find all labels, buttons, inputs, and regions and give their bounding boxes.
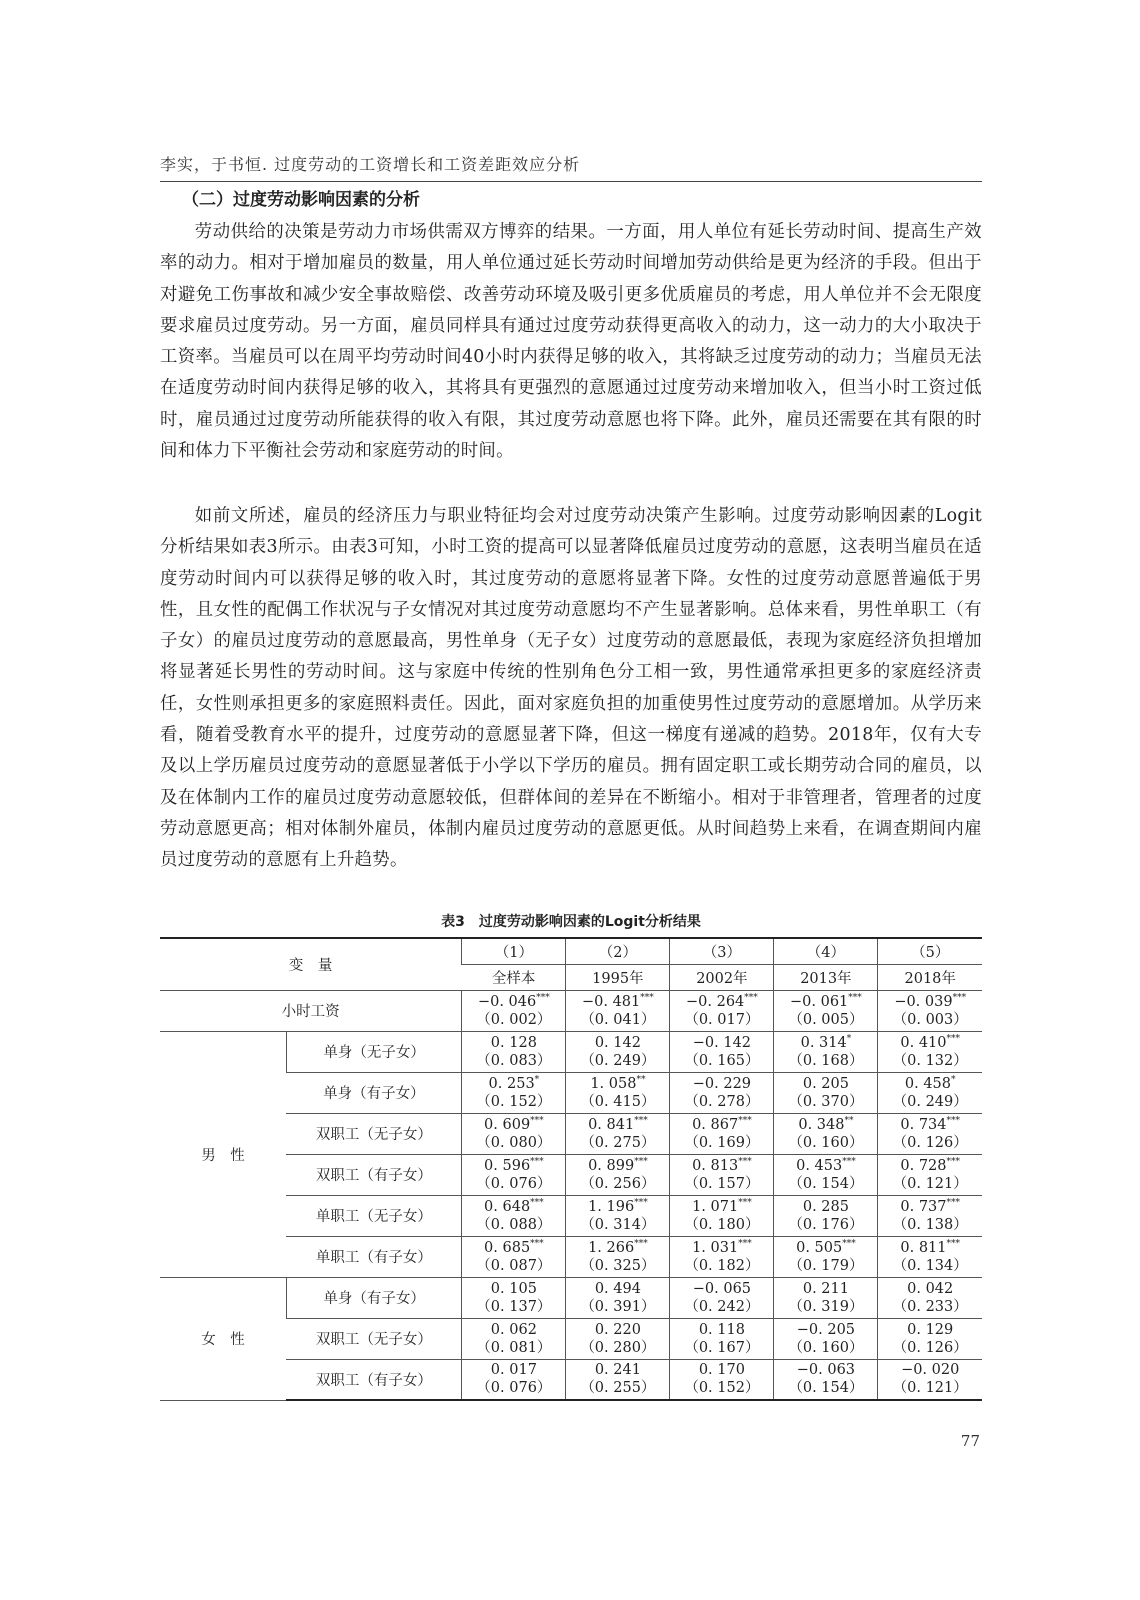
coefficient-value: 0. 220 bbox=[594, 1321, 641, 1338]
standard-error: （0. 160） bbox=[788, 1339, 864, 1356]
standard-error: （0. 179） bbox=[788, 1257, 864, 1274]
coefficient-line bbox=[566, 1198, 669, 1216]
coefficient-cell bbox=[878, 1359, 982, 1400]
standard-error: （0. 017） bbox=[684, 1011, 760, 1028]
coefficient-value: 0. 105 bbox=[490, 1280, 537, 1297]
coefficient-cell bbox=[670, 1318, 774, 1359]
column-label: 2018年 bbox=[878, 964, 982, 990]
coefficient-line bbox=[670, 1116, 773, 1134]
coefficient-line bbox=[462, 1280, 565, 1298]
standard-error: （0. 168） bbox=[788, 1052, 864, 1069]
coefficient-value: 0. 285 bbox=[802, 1198, 849, 1215]
coefficient-value: 1. 266 bbox=[588, 1239, 635, 1256]
standard-error: （0. 088） bbox=[476, 1216, 552, 1233]
coefficient-cell bbox=[670, 990, 774, 1031]
significance-stars: ** bbox=[636, 1074, 646, 1085]
coefficient-cell bbox=[774, 1154, 878, 1195]
coefficient-line bbox=[774, 993, 877, 1011]
coefficient-cell bbox=[878, 1236, 982, 1277]
coefficient-cell bbox=[774, 1236, 878, 1277]
row-label: 小时工资 bbox=[160, 990, 462, 1031]
coefficient-line bbox=[670, 1075, 773, 1093]
row-label: 双职工（无子女） bbox=[286, 1113, 461, 1154]
coefficient-cell bbox=[878, 1154, 982, 1195]
standard-error: （0. 314） bbox=[580, 1216, 656, 1233]
coefficient-value: 0. 737 bbox=[900, 1198, 947, 1215]
coefficient-value: 0. 685 bbox=[484, 1239, 531, 1256]
significance-stars: *** bbox=[946, 1238, 961, 1249]
significance-stars: *** bbox=[738, 1197, 752, 1208]
standard-error: （0. 121） bbox=[892, 1175, 968, 1192]
coefficient-value: 0. 734 bbox=[900, 1116, 947, 1133]
coefficient-value: −0. 046 bbox=[477, 993, 537, 1010]
coefficient-cell bbox=[774, 1318, 878, 1359]
coefficient-line bbox=[670, 1034, 773, 1052]
results-table bbox=[160, 937, 982, 1401]
significance-stars: *** bbox=[738, 1156, 752, 1167]
standard-error: （0. 233） bbox=[892, 1298, 968, 1315]
significance-stars: *** bbox=[744, 992, 758, 1003]
coefficient-value: 0. 596 bbox=[484, 1157, 531, 1174]
standard-error: （0. 134） bbox=[892, 1257, 968, 1274]
coefficient-value: 0. 042 bbox=[907, 1280, 954, 1297]
coefficient-value: −0. 142 bbox=[692, 1034, 752, 1051]
coefficient-line bbox=[462, 1321, 565, 1339]
coefficient-cell bbox=[878, 1195, 982, 1236]
paragraph-1 bbox=[160, 217, 982, 467]
coefficient-cell bbox=[878, 1072, 982, 1113]
coefficient-cell bbox=[566, 1113, 670, 1154]
standard-error: （0. 154） bbox=[788, 1175, 864, 1192]
page-number: 77 bbox=[960, 1432, 980, 1450]
coefficient-cell bbox=[462, 1236, 566, 1277]
coefficient-cell bbox=[774, 1031, 878, 1072]
standard-error: （0. 256） bbox=[580, 1175, 656, 1192]
coefficient-value: 0. 017 bbox=[490, 1362, 537, 1379]
coefficient-line bbox=[462, 1034, 565, 1052]
coefficient-cell bbox=[566, 990, 670, 1031]
significance-stars: *** bbox=[848, 992, 862, 1003]
coefficient-line bbox=[462, 993, 565, 1011]
coefficient-value: 0. 211 bbox=[802, 1280, 849, 1297]
significance-stars: *** bbox=[634, 1156, 648, 1167]
standard-error: （0. 242） bbox=[684, 1298, 760, 1315]
coefficient-line bbox=[878, 1198, 982, 1216]
standard-error: （0. 005） bbox=[788, 1011, 864, 1028]
coefficient-cell bbox=[670, 1113, 774, 1154]
significance-stars: * bbox=[951, 1074, 956, 1085]
standard-error: （0. 370） bbox=[788, 1093, 864, 1110]
coefficient-line bbox=[878, 1361, 982, 1379]
coefficient-cell bbox=[878, 1113, 982, 1154]
standard-error: （0. 083） bbox=[476, 1052, 552, 1069]
coefficient-value: 0. 811 bbox=[900, 1239, 947, 1256]
coefficient-cell bbox=[566, 1031, 670, 1072]
coefficient-value: 0. 899 bbox=[588, 1157, 635, 1174]
column-label: 1995年 bbox=[566, 964, 670, 990]
row-label: 单身（有子女） bbox=[286, 1072, 461, 1113]
row-label: 双职工（有子女） bbox=[286, 1359, 461, 1400]
standard-error: （0. 138） bbox=[892, 1216, 968, 1233]
column-number: （1） bbox=[462, 938, 566, 964]
standard-error: （0. 126） bbox=[892, 1134, 968, 1151]
coefficient-line bbox=[774, 1034, 877, 1052]
coefficient-cell bbox=[670, 1154, 774, 1195]
standard-error: （0. 076） bbox=[476, 1175, 552, 1192]
coefficient-value: 0. 458 bbox=[904, 1075, 952, 1092]
coefficient-cell bbox=[774, 1113, 878, 1154]
standard-error: （0. 121） bbox=[892, 1380, 968, 1397]
coefficient-value: −0. 481 bbox=[581, 993, 641, 1010]
significance-stars: *** bbox=[530, 1197, 544, 1208]
coefficient-line bbox=[566, 1361, 669, 1379]
coefficient-cell bbox=[774, 1072, 878, 1113]
standard-error: （0. 080） bbox=[476, 1134, 552, 1151]
coefficient-line bbox=[566, 1075, 669, 1093]
coefficient-cell bbox=[774, 1277, 878, 1318]
coefficient-line bbox=[774, 1239, 877, 1257]
coefficient-cell bbox=[670, 1072, 774, 1113]
row-label: 双职工（有子女） bbox=[286, 1154, 461, 1195]
coefficient-cell bbox=[462, 990, 566, 1031]
coefficient-value: −0. 264 bbox=[686, 993, 745, 1010]
coefficient-value: 0. 494 bbox=[594, 1280, 641, 1297]
significance-stars: *** bbox=[946, 1115, 961, 1126]
coefficient-line bbox=[670, 1198, 773, 1216]
coefficient-cell bbox=[566, 1072, 670, 1113]
coefficient-line bbox=[462, 1198, 565, 1216]
standard-error: （0. 157） bbox=[684, 1175, 760, 1192]
standard-error: （0. 249） bbox=[580, 1052, 656, 1069]
significance-stars: ** bbox=[844, 1115, 854, 1126]
coefficient-cell bbox=[670, 1359, 774, 1400]
significance-stars: * bbox=[534, 1074, 540, 1085]
coefficient-cell bbox=[566, 1154, 670, 1195]
coefficient-value: 1. 031 bbox=[692, 1239, 739, 1256]
coefficient-cell bbox=[774, 1359, 878, 1400]
significance-stars: *** bbox=[634, 1238, 648, 1249]
coefficient-line bbox=[774, 1280, 877, 1298]
standard-error: （0. 391） bbox=[580, 1298, 656, 1315]
coefficient-line bbox=[670, 1157, 773, 1175]
coefficient-line bbox=[462, 1239, 565, 1257]
coefficient-value: 0. 728 bbox=[900, 1157, 947, 1174]
coefficient-cell bbox=[878, 1031, 982, 1072]
coefficient-cell bbox=[566, 1277, 670, 1318]
group-label: 女 性 bbox=[160, 1277, 286, 1400]
coefficient-value: 0. 813 bbox=[692, 1157, 739, 1174]
standard-error: （0. 132） bbox=[892, 1052, 968, 1069]
coefficient-value: 1. 071 bbox=[692, 1198, 739, 1215]
significance-stars: *** bbox=[530, 1238, 544, 1249]
section-heading: （二）过度劳动影响因素的分析 bbox=[182, 190, 420, 210]
coefficient-cell bbox=[462, 1359, 566, 1400]
coefficient-line bbox=[774, 1198, 877, 1216]
coefficient-cell bbox=[462, 1113, 566, 1154]
standard-error: （0. 255） bbox=[580, 1380, 656, 1397]
column-number: （2） bbox=[566, 938, 670, 964]
paragraph-2 bbox=[160, 501, 982, 877]
standard-error: （0. 154） bbox=[788, 1380, 864, 1397]
coefficient-cell bbox=[878, 1277, 982, 1318]
significance-stars: *** bbox=[952, 992, 967, 1003]
column-number: （4） bbox=[774, 938, 878, 964]
table-row bbox=[160, 990, 982, 1031]
coefficient-line bbox=[566, 1239, 669, 1257]
variable-header: 变 量 bbox=[160, 938, 462, 990]
coefficient-value: 0. 118 bbox=[698, 1321, 745, 1338]
standard-error: （0. 003） bbox=[892, 1011, 968, 1028]
standard-error: （0. 325） bbox=[580, 1257, 656, 1274]
standard-error: （0. 126） bbox=[892, 1339, 968, 1356]
significance-stars: *** bbox=[842, 1238, 856, 1249]
significance-stars: *** bbox=[634, 1197, 648, 1208]
coefficient-cell bbox=[878, 990, 982, 1031]
coefficient-line bbox=[670, 1361, 773, 1379]
standard-error: （0. 249） bbox=[892, 1093, 968, 1110]
table-row bbox=[160, 1031, 982, 1072]
standard-error: （0. 180） bbox=[684, 1216, 760, 1233]
significance-stars: *** bbox=[842, 1156, 856, 1167]
standard-error: （0. 176） bbox=[788, 1216, 864, 1233]
coefficient-line bbox=[774, 1116, 877, 1134]
significance-stars: *** bbox=[634, 1115, 648, 1126]
column-label: 2002年 bbox=[670, 964, 774, 990]
coefficient-line bbox=[566, 1034, 669, 1052]
coefficient-line bbox=[774, 1075, 877, 1093]
coefficient-line bbox=[774, 1321, 877, 1339]
table-caption: 表3 过度劳动影响因素的Logit分析结果 bbox=[441, 914, 701, 930]
column-number: （5） bbox=[878, 938, 982, 964]
standard-error: （0. 152） bbox=[476, 1093, 552, 1110]
coefficient-cell bbox=[670, 1236, 774, 1277]
standard-error: （0. 137） bbox=[476, 1298, 552, 1315]
standard-error: （0. 087） bbox=[476, 1257, 552, 1274]
coefficient-value: 0. 129 bbox=[907, 1321, 954, 1338]
coefficient-cell bbox=[670, 1195, 774, 1236]
standard-error: （0. 182） bbox=[684, 1257, 760, 1274]
significance-stars: *** bbox=[946, 1033, 961, 1044]
coefficient-cell bbox=[462, 1154, 566, 1195]
row-label: 双职工（无子女） bbox=[286, 1318, 461, 1359]
standard-error: （0. 169） bbox=[684, 1134, 760, 1151]
row-label: 单身（无子女） bbox=[286, 1031, 461, 1072]
paragraph-text: 劳动供给的决策是劳动力市场供需双方博弈的结果。一方面，用人单位有延长劳动时间、提高生产效率的动力。相对于增加雇员的数量，用人单位通过延长劳动时间增加劳动供给是更为经济的手段。但出于对避免工伤事故和减少安全事故赔偿、改善劳动环境及吸引更多优质雇员的考虑，用人单位并不会无限度要求雇员过度劳动。另一方面，雇员同样具有通过过度劳动获得更高收入的动力，这一动力的大小取决于工资率。当雇员可以在周平均劳动时间40小时内获得足够的收入，其将缺乏过度劳动的动力；当雇员无法在适度劳动时间内获得足够的收入，其将具有更强烈的意愿通过过度劳动来增加收入，但当小时工资过低时，雇员通过过度劳动所能获得的收入有限，其过度劳动意愿也将下降。此外，雇员还需要在其有限的时间和体力下平衡社会劳动和家庭劳动的时间。 bbox=[160, 222, 982, 462]
column-label: 全样本 bbox=[462, 964, 566, 990]
coefficient-value: 0. 505 bbox=[796, 1239, 843, 1256]
coefficient-cell bbox=[670, 1031, 774, 1072]
coefficient-cell bbox=[462, 1277, 566, 1318]
coefficient-cell bbox=[774, 1195, 878, 1236]
standard-error: （0. 160） bbox=[788, 1134, 864, 1151]
coefficient-line bbox=[566, 1116, 669, 1134]
coefficient-cell bbox=[462, 1072, 566, 1113]
coefficient-value: −0. 229 bbox=[692, 1075, 752, 1092]
coefficient-line bbox=[670, 1280, 773, 1298]
standard-error: （0. 152） bbox=[684, 1380, 760, 1397]
coefficient-cell bbox=[566, 1195, 670, 1236]
standard-error: （0. 278） bbox=[684, 1093, 760, 1110]
significance-stars: * bbox=[846, 1033, 852, 1044]
coefficient-line bbox=[566, 1157, 669, 1175]
coefficient-line bbox=[878, 1116, 982, 1134]
table-header bbox=[160, 938, 982, 990]
coefficient-cell bbox=[566, 1318, 670, 1359]
coefficient-cell bbox=[566, 1236, 670, 1277]
standard-error: （0. 041） bbox=[580, 1011, 656, 1028]
coefficient-cell bbox=[462, 1195, 566, 1236]
coefficient-value: −0. 063 bbox=[796, 1362, 856, 1379]
column-label: 2013年 bbox=[774, 964, 878, 990]
coefficient-value: 0. 453 bbox=[796, 1157, 843, 1174]
coefficient-line bbox=[462, 1157, 565, 1175]
coefficient-line bbox=[462, 1116, 565, 1134]
standard-error: （0. 002） bbox=[476, 1011, 552, 1028]
coefficient-cell bbox=[878, 1318, 982, 1359]
standard-error: （0. 275） bbox=[580, 1134, 656, 1151]
coefficient-value: 0. 253 bbox=[488, 1075, 535, 1092]
coefficient-value: −0. 065 bbox=[692, 1280, 752, 1297]
row-label: 单职工（无子女） bbox=[286, 1195, 461, 1236]
coefficient-value: 0. 348 bbox=[798, 1116, 845, 1133]
coefficient-value: 0. 609 bbox=[484, 1116, 531, 1133]
coefficient-value: 0. 314 bbox=[800, 1034, 847, 1051]
coefficient-line bbox=[878, 1239, 982, 1257]
coefficient-cell bbox=[670, 1277, 774, 1318]
standard-error: （0. 415） bbox=[580, 1093, 656, 1110]
standard-error: （0. 280） bbox=[580, 1339, 656, 1356]
coefficient-value: 0. 128 bbox=[490, 1034, 537, 1051]
coefficient-value: −0. 020 bbox=[901, 1362, 960, 1379]
coefficient-line bbox=[878, 1034, 982, 1052]
coefficient-line bbox=[774, 1157, 877, 1175]
group-label: 男 性 bbox=[160, 1031, 286, 1277]
coefficient-line bbox=[878, 1157, 982, 1175]
coefficient-value: 0. 170 bbox=[698, 1362, 745, 1379]
significance-stars: *** bbox=[946, 1156, 961, 1167]
standard-error: （0. 319） bbox=[788, 1298, 864, 1315]
coefficient-value: 1. 058 bbox=[590, 1075, 637, 1092]
coefficient-value: −0. 039 bbox=[894, 993, 953, 1010]
coefficient-line bbox=[670, 1239, 773, 1257]
coefficient-cell bbox=[462, 1031, 566, 1072]
column-number: （3） bbox=[670, 938, 774, 964]
row-label: 单职工（有子女） bbox=[286, 1236, 461, 1277]
coefficient-line bbox=[670, 993, 773, 1011]
coefficient-value: −0. 205 bbox=[796, 1321, 856, 1338]
coefficient-value: 0. 205 bbox=[802, 1075, 849, 1092]
table-row bbox=[160, 1277, 982, 1318]
significance-stars: *** bbox=[738, 1238, 752, 1249]
coefficient-line bbox=[878, 1280, 982, 1298]
coefficient-line bbox=[566, 1280, 669, 1298]
significance-stars: *** bbox=[530, 1115, 544, 1126]
coefficient-value: 0. 241 bbox=[594, 1362, 641, 1379]
coefficient-cell bbox=[566, 1359, 670, 1400]
header-row-numbers bbox=[160, 938, 982, 964]
coefficient-line bbox=[878, 1321, 982, 1339]
coefficient-value: 0. 648 bbox=[484, 1198, 531, 1215]
coefficient-line bbox=[878, 993, 982, 1011]
coefficient-value: 0. 062 bbox=[490, 1321, 537, 1338]
coefficient-value: 0. 841 bbox=[588, 1116, 635, 1133]
standard-error: （0. 076） bbox=[476, 1380, 552, 1397]
coefficient-line bbox=[878, 1075, 982, 1093]
coefficient-value: −0. 061 bbox=[790, 993, 849, 1010]
coefficient-cell bbox=[774, 990, 878, 1031]
coefficient-value: 0. 142 bbox=[594, 1034, 641, 1051]
paragraph-text: 如前文所述，雇员的经济压力与职业特征均会对过度劳动决策产生影响。过度劳动影响因素的Logit分析结果如表3所示。由表3可知，小时工资的提高可以显著降低雇员过度劳动的意愿，这表明当雇员在适度劳动时间内可以获得足够的收入时，其过度劳动的意愿将显著下降。女性的过度劳动意愿普遍低于男性，且女性的配偶工作状况与子女情况对其过度劳动意愿均不产生显著影响。总体来看，男性单职工（有子女）的雇员过度劳动的意愿最高，男性单身（无子女）过度劳动的意愿最低，表现为家庭经济负担增加将显著延长男性的劳动时间。这与家庭中传统的性别角色分工相一致，男性通常承担更多的家庭经济责任，女性则承担更多的家庭照料责任。因此，面对家庭负担的加重使男性过度劳动的意愿增加。从学历来看，随着受教育水平的提升，过度劳动的意愿显著下降，但这一梯度有递减的趋势。2018年，仅有大专及以上学历雇员过度劳动的意愿显著低于小学以下学历的雇员。拥有固定职工或长期劳动合同的雇员，以及在体制内工作的雇员过度劳动意愿较低，但群体间的差异在不断缩小。相对于非管理者，管理者的过度劳动意愿更高；相对体制外雇员，体制内雇员过度劳动的意愿更低。从时间趋势上来看，在调查期间内雇员过度劳动的意愿有上升趋势。 bbox=[160, 506, 982, 871]
coefficient-line bbox=[670, 1321, 773, 1339]
significance-stars: *** bbox=[530, 1156, 544, 1167]
standard-error: （0. 167） bbox=[684, 1339, 760, 1356]
coefficient-line bbox=[566, 1321, 669, 1339]
coefficient-line bbox=[462, 1075, 565, 1093]
standard-error: （0. 165） bbox=[684, 1052, 760, 1069]
running-head: 李实，于书恒. 过度劳动的工资增长和工资差距效应分析 bbox=[160, 152, 982, 182]
significance-stars: *** bbox=[738, 1115, 752, 1126]
standard-error: （0. 081） bbox=[476, 1339, 552, 1356]
significance-stars: *** bbox=[946, 1197, 961, 1208]
coefficient-value: 0. 867 bbox=[692, 1116, 739, 1133]
coefficient-cell bbox=[462, 1318, 566, 1359]
coefficient-value: 0. 410 bbox=[900, 1034, 947, 1051]
coefficient-line bbox=[774, 1361, 877, 1379]
coefficient-value: 1. 196 bbox=[588, 1198, 635, 1215]
significance-stars: *** bbox=[640, 992, 654, 1003]
coefficient-line bbox=[462, 1361, 565, 1379]
row-label: 单身（有子女） bbox=[286, 1277, 461, 1318]
coefficient-line bbox=[566, 993, 669, 1011]
table-body bbox=[160, 990, 982, 1400]
significance-stars: *** bbox=[536, 992, 550, 1003]
